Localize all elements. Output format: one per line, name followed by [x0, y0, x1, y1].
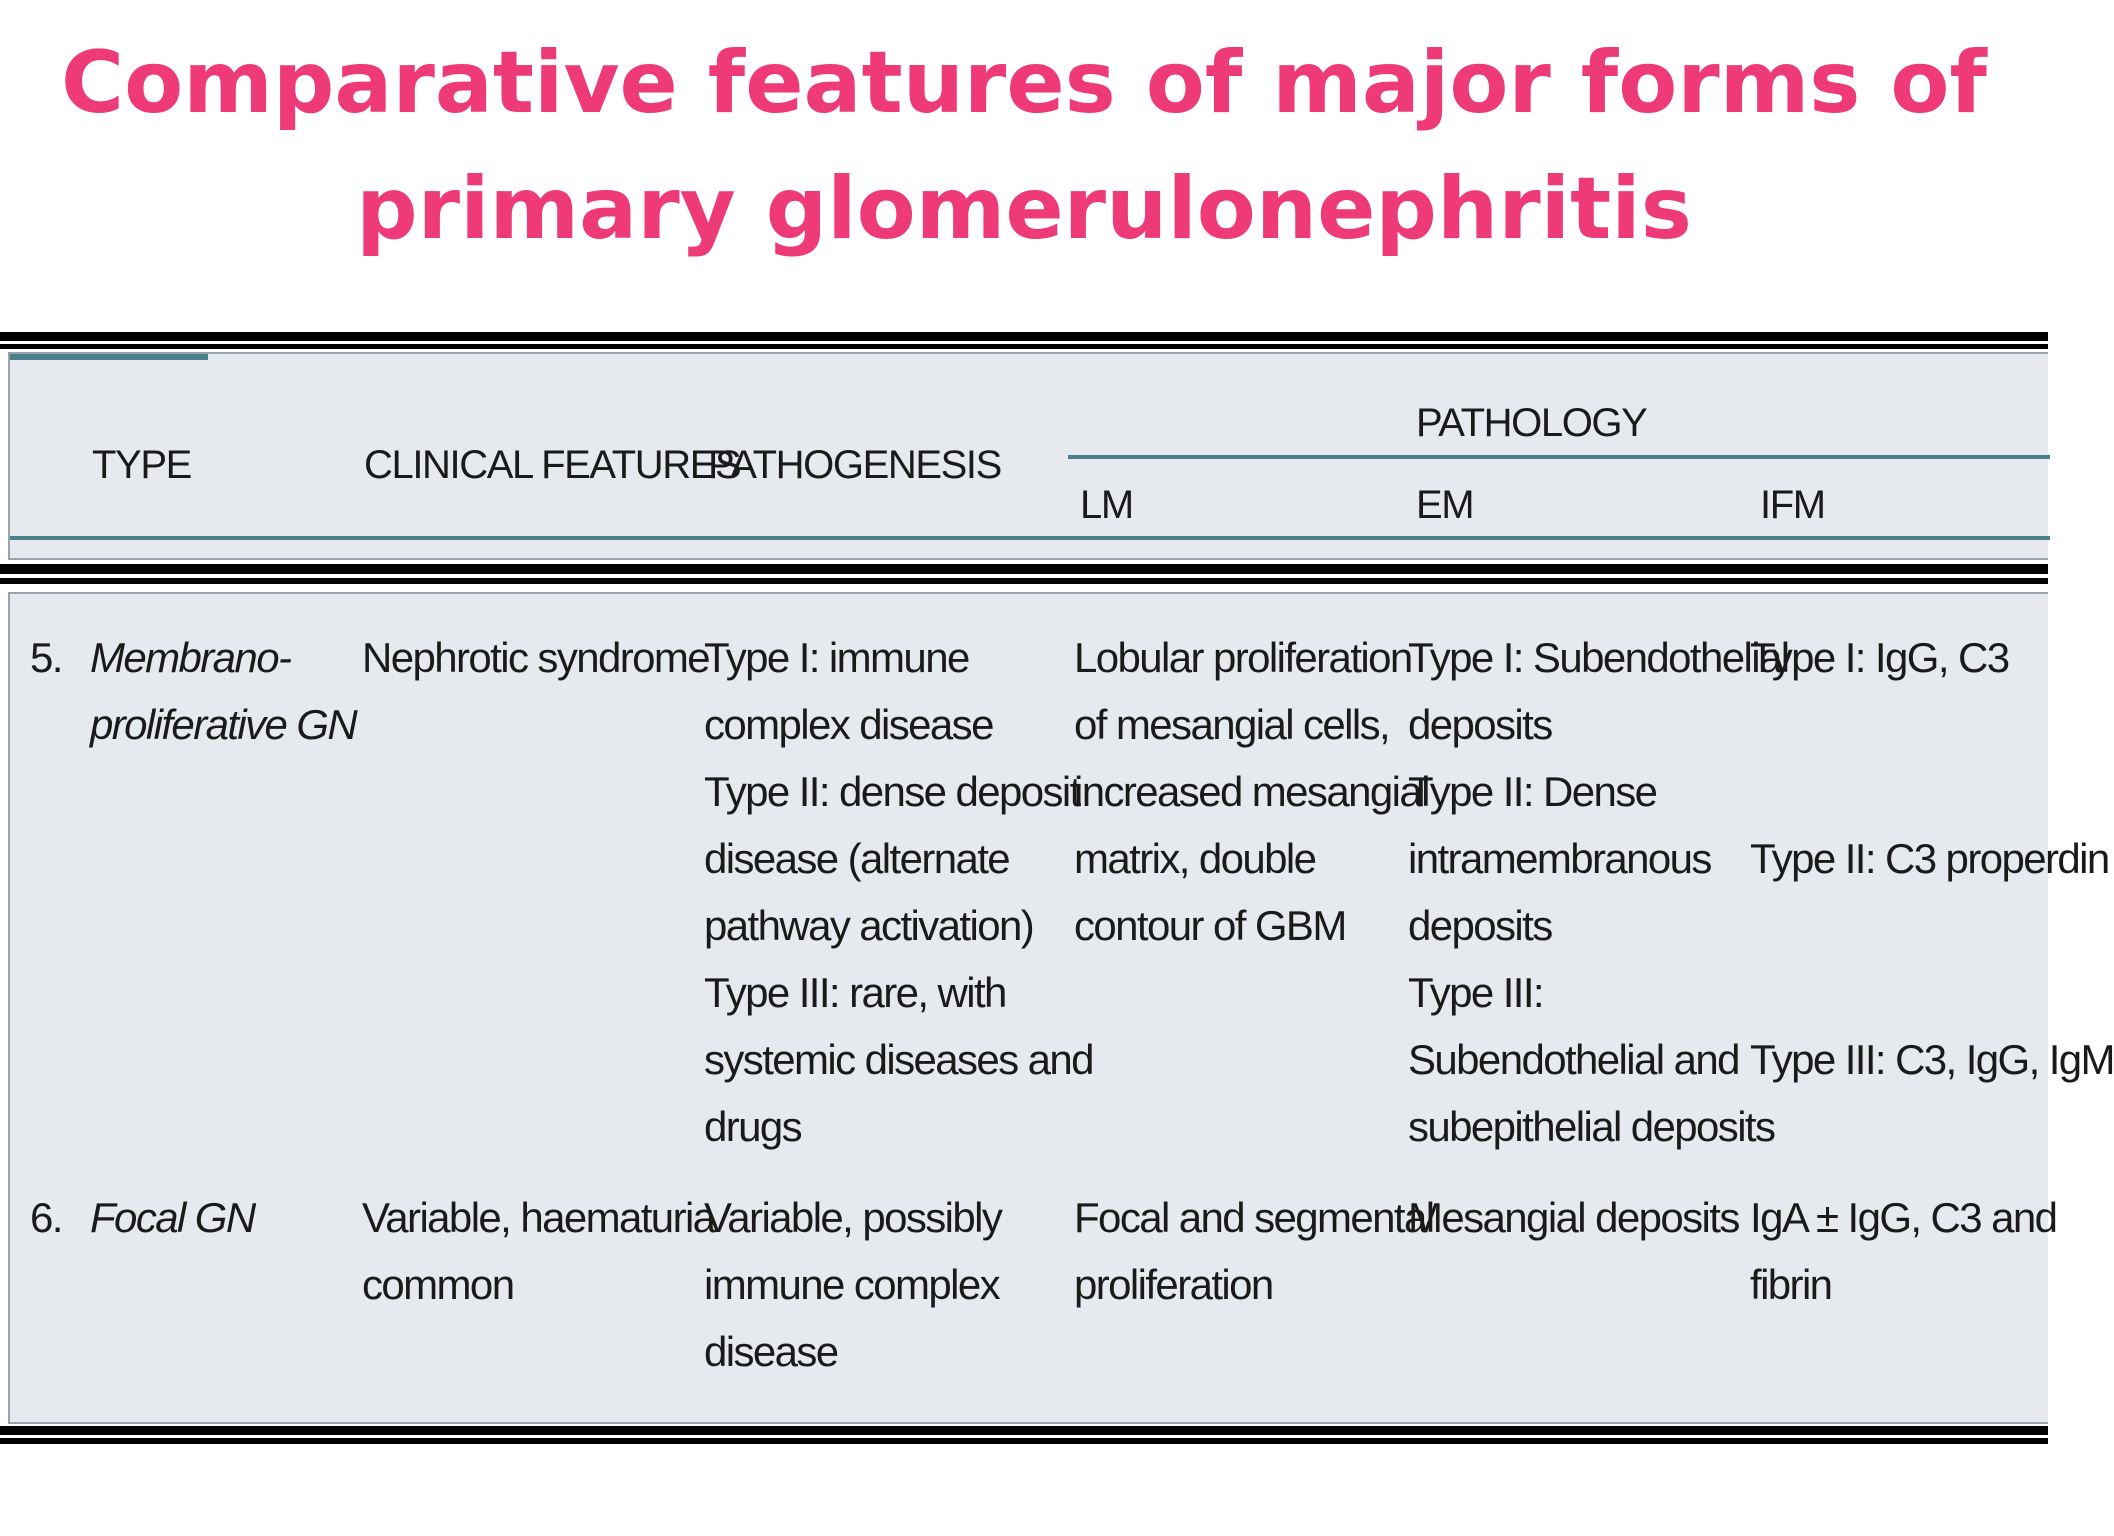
row-5-ifm-type-2: Type II: C3 properdin — [1750, 835, 2109, 882]
header-lm: LM — [1080, 483, 1133, 527]
title-line-2: primary glomerulonephritis — [356, 159, 1692, 259]
row-5-pathogenesis-line-8: drugs — [704, 1103, 802, 1150]
row-5-pathogenesis-line-4: disease (alternate — [704, 835, 1010, 882]
row-5-lm-line-5: contour of GBM — [1074, 902, 1346, 949]
rule-top-2 — [0, 344, 2048, 349]
row-6-ifm-line-1: IgA ± IgG, C3 and — [1750, 1194, 2057, 1241]
row-6-lm-line-2: proliferation — [1074, 1261, 1273, 1308]
header-em: EM — [1416, 483, 1474, 527]
header-ifm: IFM — [1760, 483, 1825, 527]
row-5-lm-line-2: of mesangial cells, — [1074, 701, 1390, 748]
row-5-em-line-1: Type I: Subendothelial — [1408, 634, 1789, 681]
rule-mid-1 — [0, 564, 2048, 574]
row-6-pathogenesis-line-2: immune complex — [704, 1261, 1000, 1308]
header-pathogenesis: PATHOGENESIS — [708, 443, 1001, 487]
row-5-em-line-8: subepithelial deposits — [1408, 1103, 1775, 1150]
row-5-pathogenesis-line-3: Type II: dense deposit — [704, 768, 1080, 815]
row-5-lm-line-3: increased mesangial — [1074, 768, 1429, 815]
row-5-pathogenesis-line-7: systemic diseases and — [704, 1036, 1093, 1083]
rule-bottom-1 — [0, 1426, 2048, 1435]
row-5-ifm-type-1: Type I: IgG, C3 — [1750, 634, 2009, 681]
title-line-1: Comparative features of major forms of — [61, 33, 1987, 133]
row-5-ifm-type-3: Type III: C3, IgG, IgM — [1750, 1036, 2114, 1083]
header-bottom-line — [10, 536, 2050, 540]
row-6-number: 6. — [30, 1194, 62, 1241]
rule-bottom-2 — [0, 1438, 2048, 1444]
row-5-em-line-4: intramembranous — [1408, 835, 1711, 882]
row-5-type-line-1: Membrano- — [90, 634, 291, 681]
row-5-em-line-7: Subendothelial and — [1408, 1036, 1739, 1083]
header-type: TYPE — [92, 443, 191, 487]
row-5-lm-line-4: matrix, double — [1074, 835, 1316, 882]
row-6-pathogenesis-line-3: disease — [704, 1328, 838, 1375]
row-5-em-line-3: Type II: Dense — [1408, 768, 1657, 815]
table-header — [8, 352, 2048, 560]
slide-title — [0, 20, 2048, 272]
row-6-pathogenesis-line-1: Variable, possibly — [704, 1194, 1002, 1241]
row-5-number: 5. — [30, 634, 62, 681]
rule-mid-2 — [0, 578, 2048, 584]
row-5-em-line-6: Type III: — [1408, 969, 1543, 1016]
row-6-clinical-line-2: common — [362, 1261, 514, 1308]
row-6-clinical-line-1: Variable, haematuria — [362, 1194, 715, 1241]
row-5-pathogenesis-line-6: Type III: rare, with — [704, 969, 1006, 1016]
table-body — [8, 592, 2114, 1424]
rule-top-1 — [0, 332, 2048, 341]
row-6-ifm-line-2: fibrin — [1750, 1261, 1832, 1308]
row-5-em-line-2: deposits — [1408, 701, 1552, 748]
row-6-type: Focal GN — [90, 1194, 255, 1241]
row-6-em: Mesangial deposits — [1408, 1194, 1739, 1241]
row-5-clinical: Nephrotic syndrome — [362, 634, 710, 681]
header-top-accent — [10, 354, 208, 360]
header-pathology: PATHOLOGY — [1416, 401, 1647, 445]
row-6-lm-line-1: Focal and segmental — [1074, 1194, 1434, 1241]
row-5-lm-line-1: Lobular proliferation — [1074, 634, 1412, 681]
row-5-type-line-2: proliferative GN — [90, 701, 357, 748]
row-5-pathogenesis-line-2: complex disease — [704, 701, 993, 748]
row-5-em-line-5: deposits — [1408, 902, 1552, 949]
row-5-pathogenesis-line-1: Type I: immune — [704, 634, 969, 681]
row-5-pathogenesis-line-5: pathway activation) — [704, 902, 1034, 949]
header-clinical-features: CLINICAL FEATURES — [364, 443, 741, 487]
